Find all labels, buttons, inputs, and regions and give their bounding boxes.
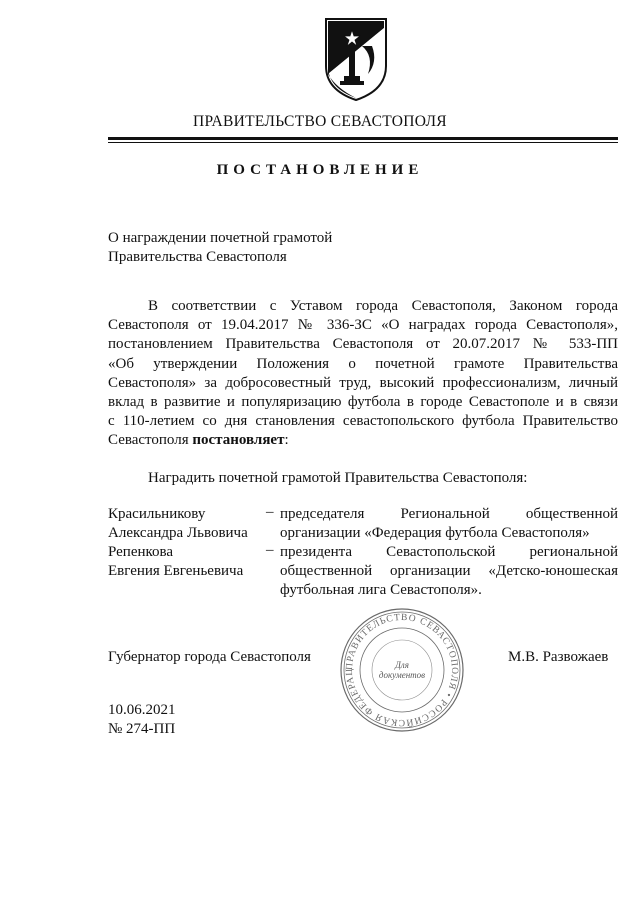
header-rule-thick: [108, 137, 618, 140]
preamble-line: с 110-летием со дня становления севастопольского футбола Правительство: [108, 413, 618, 430]
preamble-line: вклад в развитие и популяризацию футбола в городе Севастополе и в связи: [108, 394, 618, 411]
signatory-name: М.В. Развожаев: [508, 649, 609, 665]
preamble-line: В соответствии с Уставом города Севастополя, Законом города: [148, 298, 618, 314]
seal-center-line: документов: [378, 670, 426, 680]
recipient-surname: Репенкова: [108, 544, 174, 560]
official-seal-icon: [338, 606, 466, 734]
preamble-last-end: :: [284, 432, 289, 449]
subject-line: О награждении почетной грамотой: [108, 230, 333, 246]
seal-center-line: Для: [395, 660, 409, 670]
preamble-line: «Об утверждении Положения о почетной грамоте Правительства: [108, 355, 618, 372]
recipient-dash: –: [266, 504, 274, 520]
preamble-line: Севастополя» за добросовестный труд, высокий профессионализм, личный: [108, 374, 618, 391]
organization-name: ПРАВИТЕЛЬСТВО СЕВАСТОПОЛЯ: [193, 113, 447, 130]
description-line: президента Севастопольской региональной: [280, 544, 618, 560]
recipient-name: [108, 505, 248, 543]
decree-verb: постановляет: [192, 432, 285, 449]
preamble-line: постановлением Правительства Севастополя от 20.07.2017 № 533-ПП: [108, 336, 618, 353]
document-subject: [108, 229, 332, 267]
recipient-description: [280, 543, 618, 600]
seal-ring-text: ПРАВИТЕЛЬСТВО СЕВАСТОПОЛЯ • РОССИЙСКАЯ ФЕДЕРАЦ: [344, 612, 460, 728]
recipient-given-names: Евгения Евгеньевича: [108, 563, 244, 579]
description-line: футбольная лига Севастополя».: [280, 582, 482, 598]
recipient-given-names: Александра Львовича: [108, 525, 248, 541]
recipient-dash: –: [266, 542, 274, 558]
recipient-description: [280, 505, 618, 543]
description-line: председателя Региональной общественной: [280, 506, 618, 522]
signatory-title: Губернатор города Севастополя: [108, 649, 311, 665]
document-info: [108, 701, 176, 739]
preamble-last-start: Севастополя: [108, 432, 193, 449]
recipient-surname: Красильникову: [108, 506, 206, 522]
preamble-paragraph: [108, 297, 618, 451]
document-number: № 274-ПП: [108, 721, 176, 737]
preamble-last-line: [108, 431, 618, 450]
recipient-name: [108, 543, 243, 581]
subject-line: Правительства Севастополя: [108, 249, 287, 265]
description-line: организации «Федерация футбола Севастополя»: [280, 525, 590, 541]
document-type: ПОСТАНОВЛЕНИЕ: [216, 162, 424, 178]
award-intro: Наградить почетной грамотой Правительства Севастополя:: [148, 470, 528, 486]
header-rule-thin: [108, 142, 618, 143]
preamble-line: Севастополя от 19.04.2017 № 336-ЗС «О наградах города Севастополя»,: [108, 317, 618, 334]
coat-of-arms-icon: [322, 16, 390, 102]
description-line: общественной организации «Детско-юношеская: [280, 563, 618, 579]
document-date: 10.06.2021: [108, 702, 176, 718]
